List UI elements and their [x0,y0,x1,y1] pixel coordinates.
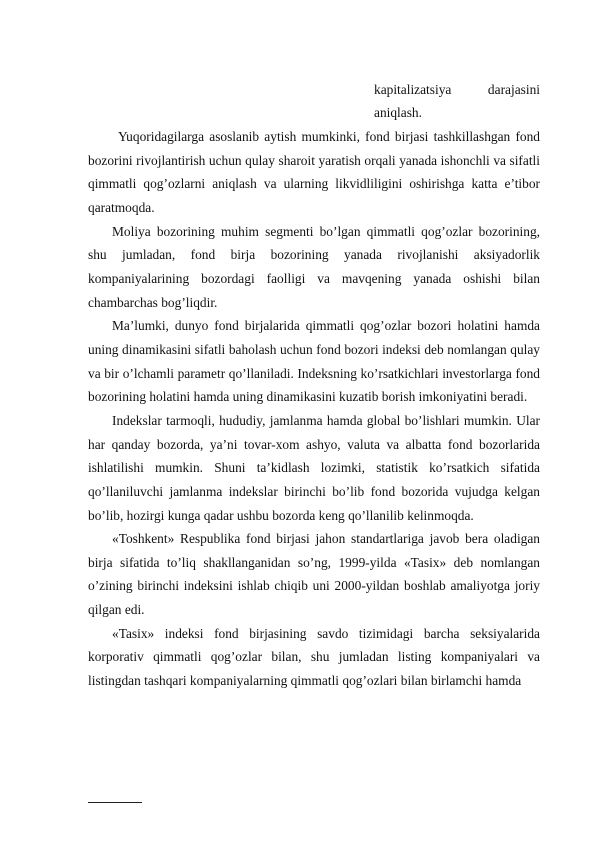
paragraph: «Tasix» indeksi fond birjasining savdo tizimidagi barcha seksiyalarida korporativ qimmatli qog’ozlar bilan, shu jumladan listing kompaniyalari va listingdan tashqari kompaniyalarning qimmatli qog’ozlari bilan birlamchi hamda [88,625,540,689]
paragraph: Indekslar tarmoqli, hududiy, jamlanma hamda global bo’lishlari mumkin. Ular har qanday bozorda, ya’ni tovar-xom ashyo, valuta va albatta fond bozorlarida ishlatilishi mumkin. Shuni ta’kidlash lozimki, statistik ko’rsatkich sifatida qo’llaniluvchi jamlanma indekslar birinchi bo’lib fond bozorida vujudga kelgan bo’lib, hozirgi kunga qadar ushbu bozorda keng qo’llanilib kelinmoqda. [88,412,540,523]
paragraph: Yuqoridagilarga asoslanib aytish mumkinki, fond birjasi tashkillashgan fond bozorini rivojlantirish uchun qulay sharoit yaratish orqali yanada ishonchli va sifatli qimmatli qog’ozlarni aniqlash va ularning likvidliligini oshirishga katta e’tibor qaratmoqda. [88,129,540,215]
table-cell-line: kapitalizatsiya darajasini [374,82,540,97]
table-cell-line: aniqlash. [374,105,422,120]
paragraph: Moliya bozorining muhim segmenti bo’lgan qimmatli qog’ozlar bozorining, shu jumladan, fond birja bozorining yanada rivojlanishi aksiyadorlik kompaniyalarining bozordagi faolligi va mavqening yanada oshishi bilan chambarchas bog’liqdir. [88,223,540,310]
footnote-separator [88,802,142,803]
paragraph: «Toshkent» Respublika fond birjasi jahon standartlariga javob bera oladigan birja sifatida to’liq shakllanganidan so’ng, 1999-yilda «Tasix» deb nomlangan o’zining birinchi indeksini ishlab chiqib uni 2000-yildan boshlab amaliyotga joriy qilgan edi. [88,531,540,618]
body-text [88,125,540,693]
paragraph: Ma’lumki, dunyo fond birjalarida qimmatli qog’ozlar bozori holatini hamda uning dinamikasini sifatli baholash uchun fond bozori indeksi deb nomlangan qulay va bir o’lchamli parametr qo’llaniladi. Indeksning ko’rsatkichlari investorlarga fond bozorining holatini hamda uning dinamikasini kuzatib borish imkoniyatini beradi. [88,318,540,405]
table-cell-fragment [374,78,540,124]
